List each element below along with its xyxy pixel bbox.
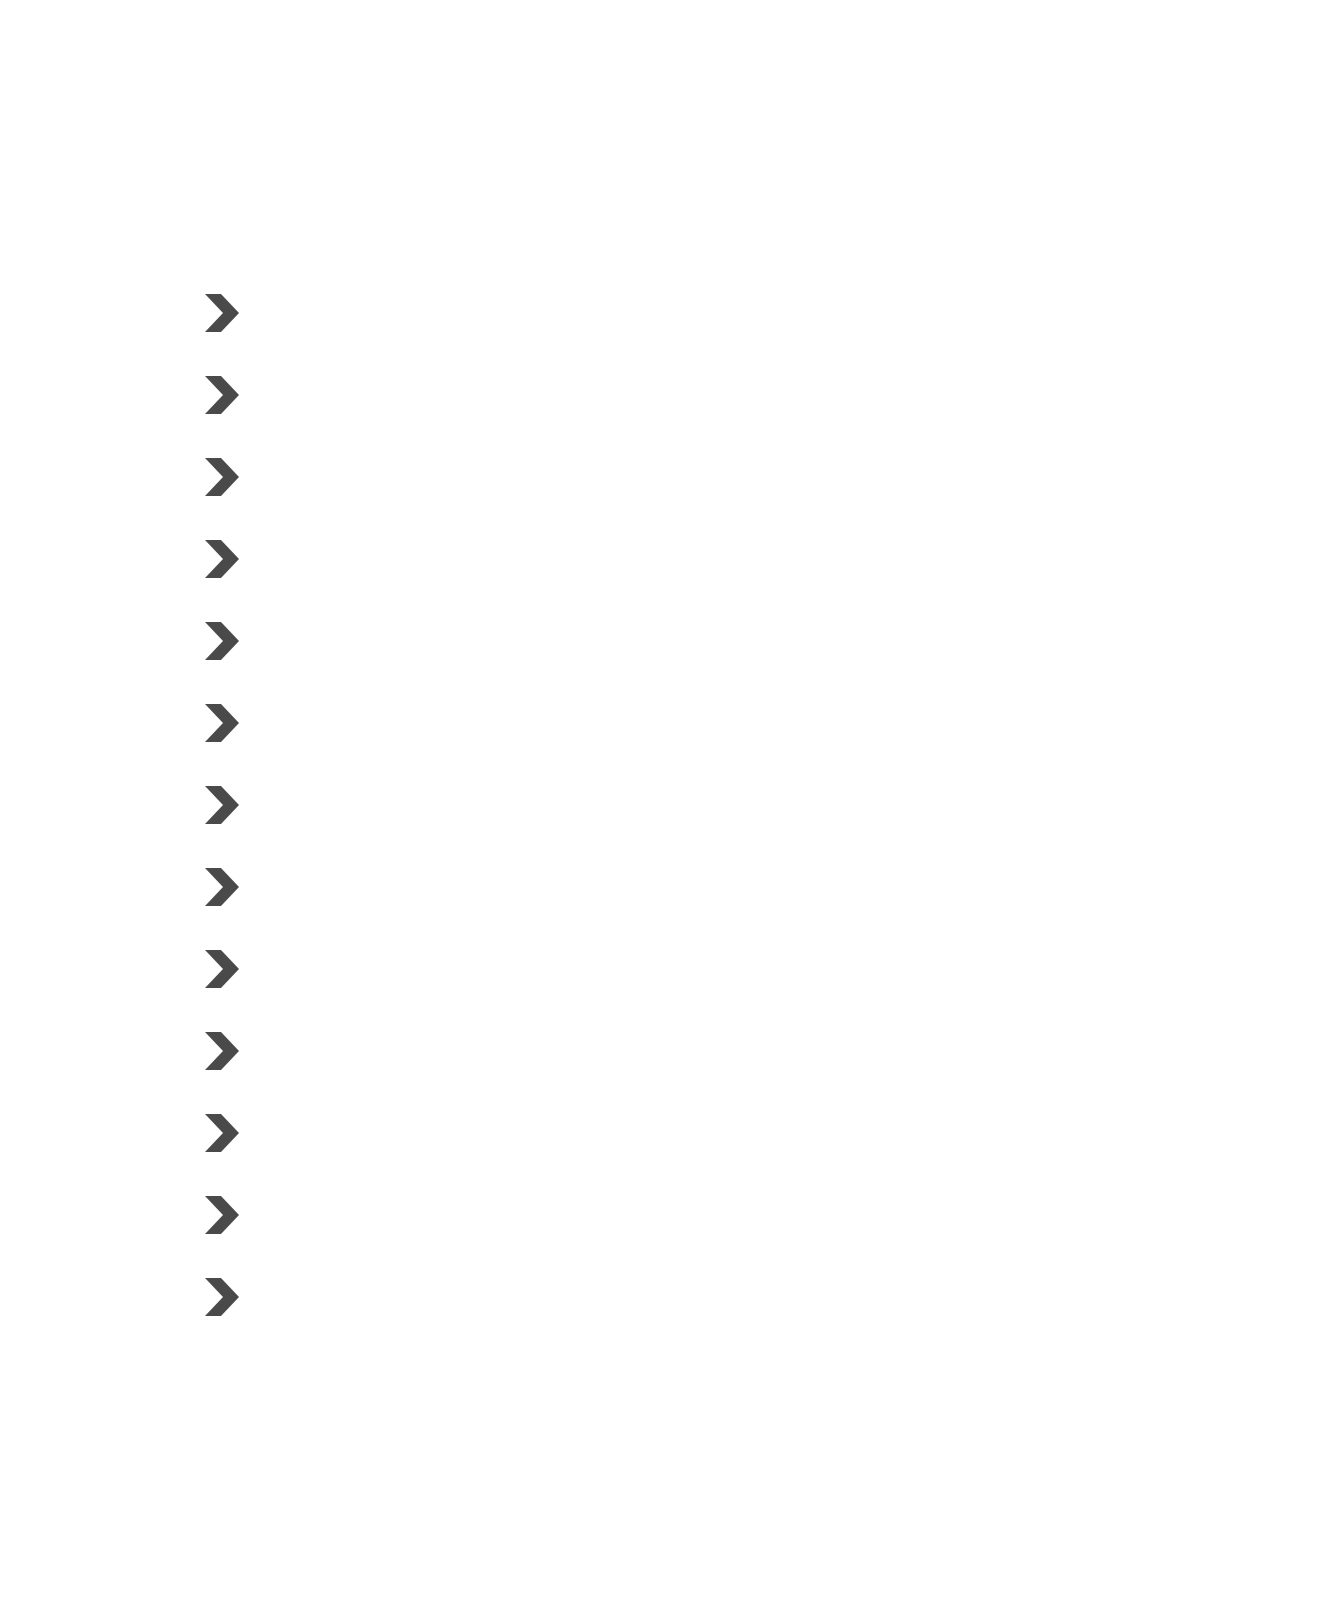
chevron-right-icon [205,1196,239,1234]
list-item[interactable] [205,1032,239,1070]
item-list [205,294,239,1360]
list-item[interactable] [205,868,239,906]
list-item[interactable] [205,704,239,742]
list-item[interactable] [205,1114,239,1152]
list-item[interactable] [205,1196,239,1234]
chevron-right-icon [205,786,239,824]
list-item[interactable] [205,786,239,824]
chevron-right-icon [205,704,239,742]
chevron-right-icon [205,376,239,414]
list-item[interactable] [205,458,239,496]
chevron-right-icon [205,458,239,496]
chevron-right-icon [205,1032,239,1070]
chevron-right-icon [205,622,239,660]
list-item[interactable] [205,376,239,414]
chevron-right-icon [205,294,239,332]
list-item[interactable] [205,622,239,660]
list-item[interactable] [205,1278,239,1316]
chevron-right-icon [205,1114,239,1152]
chevron-right-icon [205,950,239,988]
chevron-right-icon [205,540,239,578]
chevron-right-icon [205,868,239,906]
list-item[interactable] [205,950,239,988]
list-item[interactable] [205,540,239,578]
chevron-right-icon [205,1278,239,1316]
list-item[interactable] [205,294,239,332]
